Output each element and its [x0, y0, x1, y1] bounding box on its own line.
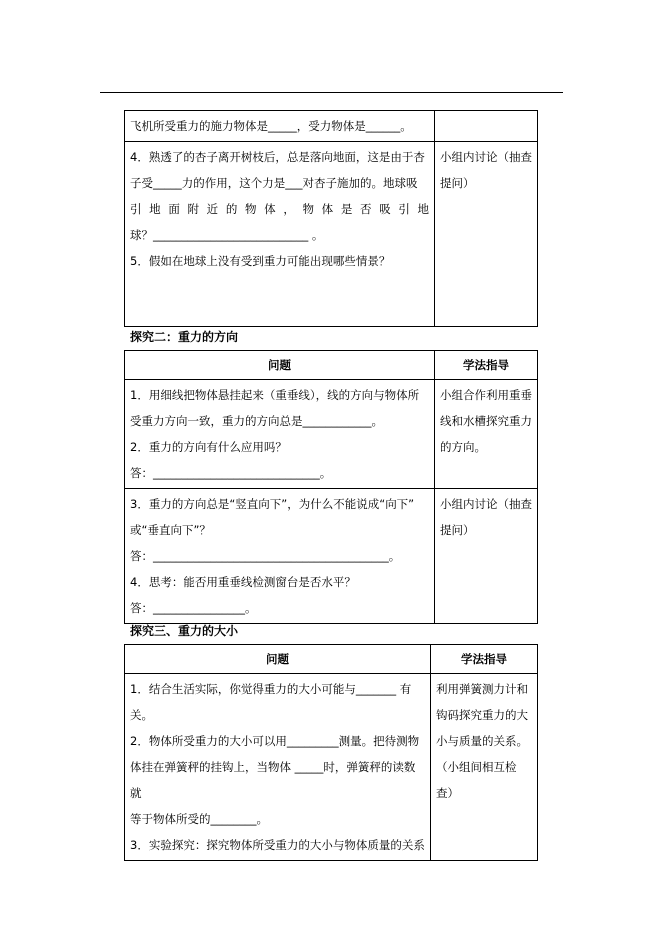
guide-text: 利用弹簧测力计和钩码探究重力的大小与质量的关系。（小组间相互检查）: [436, 682, 528, 800]
table-header-row: [125, 645, 538, 674]
column-header-question: 问题: [125, 645, 431, 674]
guide-cell: [435, 380, 538, 489]
question-text: 1．用细线把物体悬挂起来（重垂线），线的方向与物体所: [130, 388, 420, 402]
question-text: 1．结合生活实际，你觉得重力的大小可能与_______ 有: [130, 682, 412, 696]
question-text: 等于物体所受的________。: [130, 812, 268, 826]
section-title: 探究三、重力的大小: [130, 624, 239, 638]
question-text: 3．实验探究：探究物体所受重力的大小与物体质量的关系: [130, 838, 425, 852]
question-text: 2．物体所受重力的大小可以用_________测量。把待测物: [130, 734, 420, 748]
question-text: 体挂在弹簧秤的挂钩上，当物体 _____时，弹簧秤的读数就: [130, 760, 416, 800]
table-row: [125, 142, 538, 327]
guide-text: 小组内讨论（抽查提问）: [440, 150, 532, 190]
question-cell: [125, 380, 435, 489]
section-title: 探究二：重力的方向: [130, 330, 239, 344]
question-text: 引 地 面 附 近 的 物 体 ， 物 体 是 否 吸 引 地: [130, 202, 429, 216]
table-row: [125, 489, 538, 624]
question-cell: [125, 111, 435, 142]
column-header-guide: 学法指导: [435, 351, 538, 380]
question-text: 子受_____力的作用，这个力是___对杏子施加的。地球吸: [130, 176, 418, 190]
question-text: 关。: [130, 708, 153, 722]
answer-text: 答：________________。: [130, 601, 257, 615]
question-cell: [125, 674, 431, 861]
guide-cell: [435, 142, 538, 327]
table-row: [125, 380, 538, 489]
table-gravity-direction: [124, 350, 538, 624]
table-header-row: [125, 351, 538, 380]
table-row: [125, 111, 538, 142]
column-header-question: 问题: [125, 351, 435, 380]
column-header-guide: 学法指导: [431, 645, 538, 674]
question-text: 4．熟透了的杏子离开树枝后，总是落向地面，这是由于杏: [130, 150, 425, 164]
answer-text: 答：_________________________________________。: [130, 549, 401, 563]
guide-cell: [435, 489, 538, 624]
question-cell: [125, 142, 435, 327]
guide-cell: [431, 674, 538, 861]
question-text: 飞机所受重力的施力物体是_____，受力物体是______。: [130, 119, 412, 133]
guide-cell: [435, 111, 538, 142]
guide-text: 小组内讨论（抽查提问）: [440, 497, 532, 537]
table-row: [125, 674, 538, 861]
question-text: 受重力方向一致，重力的方向总是____________。: [130, 414, 383, 428]
question-text: 3．重力的方向总是“竖直向下”，为什么不能说成“向下”: [130, 497, 415, 511]
question-text: 5．假如在地球上没有受到重力可能出现哪些情景？: [130, 254, 391, 268]
table-inquiry-one-continued: [124, 110, 538, 327]
question-cell: [125, 489, 435, 624]
question-text: 或“垂直向下”？: [130, 523, 211, 537]
question-text: 2．重力的方向有什么应用吗？: [130, 440, 287, 454]
guide-text: 小组合作利用重垂线和水槽探究重力的方向。: [440, 388, 532, 454]
question-text: 球？___________________________ 。: [130, 228, 324, 242]
answer-text: 答：_____________________________。: [130, 466, 332, 480]
question-text: 4．思考：能否用重垂线检测窗台是否水平？: [130, 575, 356, 589]
header-rule: [100, 92, 563, 93]
table-gravity-magnitude: [124, 644, 538, 861]
